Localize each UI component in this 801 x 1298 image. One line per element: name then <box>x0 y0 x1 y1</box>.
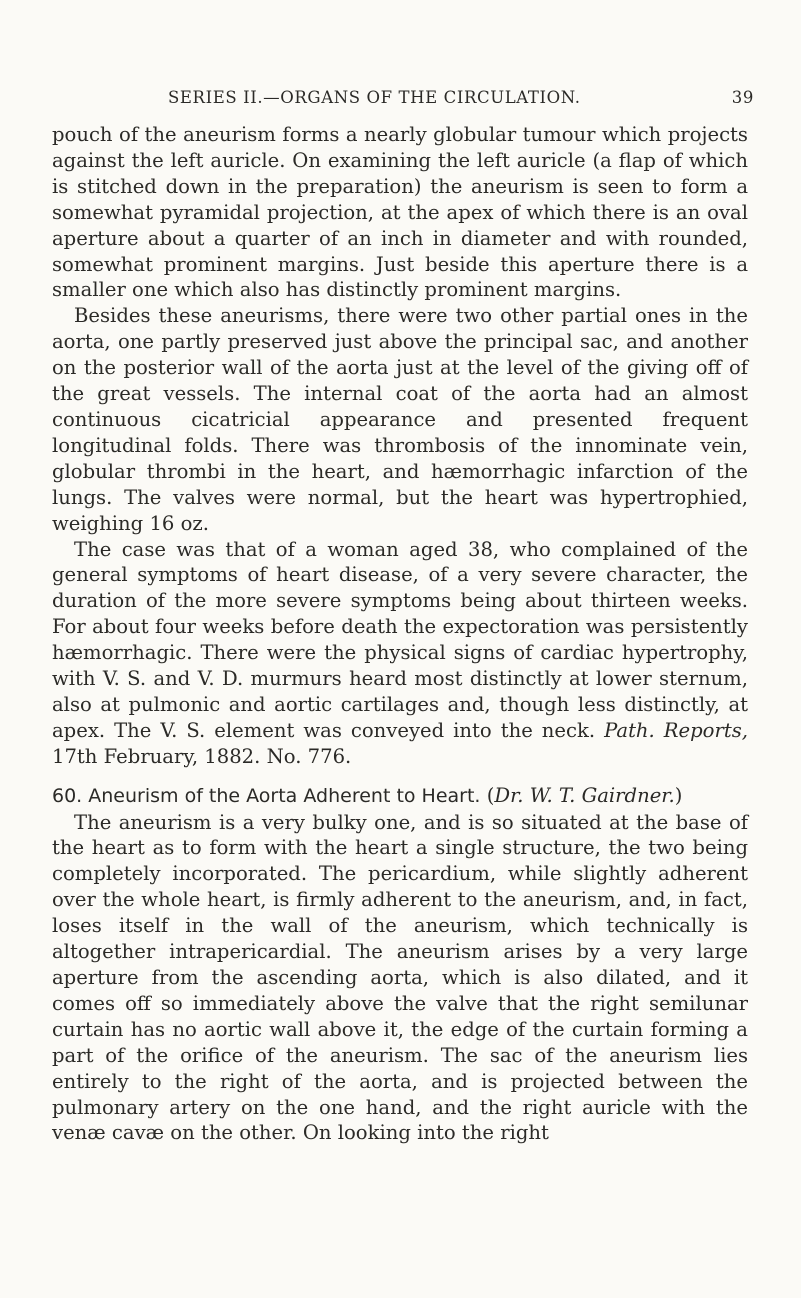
body-text <box>52 122 748 1146</box>
paragraph-text: The case was that of a woman aged 38, who complained of the general symptoms of heart disease, of a very severe character, the duration of the more severe symptoms being about thirteen weeks. For about four weeks before death the expectoration was persistently hæmorrhagic. There were the physical signs of cardiac hypertrophy, with V. S. and V. D. murmurs heard most distinctly at lower sternum, also at pulmonic and aortic cartilages and, though less distinctly, at apex. The V. S. element was conveyed into the neck. <box>52 537 748 742</box>
section-heading: 60. Aneurism of the Aorta Adherent to Heart. <box>52 784 481 807</box>
section-author: Dr. W. T. Gairdner. <box>494 783 675 807</box>
author-close: ) <box>674 783 683 807</box>
author-open: ( <box>486 783 495 807</box>
reference-tail: 17th February, 1882. No. 776. <box>52 744 352 768</box>
reference-italic: Path. Reports, <box>604 718 748 742</box>
paragraph: Besides these aneurisms, there were two other partial ones in the aorta, one partly preserved just above the principal sac, and another on the posterior wall of the aorta just at the level of the giving off of the great vessels. The internal coat of the aorta had an almost continuous cicatricial appearance and presented frequent longitudinal folds. There was thrombosis of the innominate vein, globular thrombi in the heart, and hæmorrhagic infarction of the lungs. The valves were normal, but the heart was hypertrophied, weighing 16 oz. <box>52 304 748 535</box>
paragraph: The aneurism is a very bulky one, and is so situated at the base of the heart as to form with the heart a single structure, the two being completely incorporated. The pericardium, while slightly adherent over the whole heart, is firmly adherent to the aneurism, and, in fact, loses itself in the wall of the aneurism, which technically is altogether intrapericardial. The aneurism arises by a very large aperture from the ascending aorta, which is also dilated, and it comes off so immediately above the valve that the right semilunar curtain has no aortic wall above it, the edge of the curtain forming a part of the orifice of the aneurism. The sac of the aneurism lies entirely to the right of the aorta, and is projected between the pulmonary artery on the one hand, and the right auricle with the venæ cavæ on the other. On looking into the right <box>52 810 748 1145</box>
page-number: 39 <box>731 88 754 107</box>
paragraph-continued: pouch of the aneurism forms a nearly globular tumour which projects against the left auricle. On examining the left auricle (a flap of which is stitched down in the preparation) the aneurism is seen to form a somewhat pyramidal projection, at the apex of which there is an oval aperture about a quarter of an inch in diameter and with rounded, somewhat prominent margins. Just beside this aperture there is a smaller one which also has distinctly prominent margins. <box>52 123 748 302</box>
section-heading-line <box>52 783 748 810</box>
running-head <box>112 88 754 112</box>
paragraph <box>52 537 748 770</box>
running-title: SERIES II.—ORGANS OF THE CIRCULATION. <box>168 88 581 107</box>
